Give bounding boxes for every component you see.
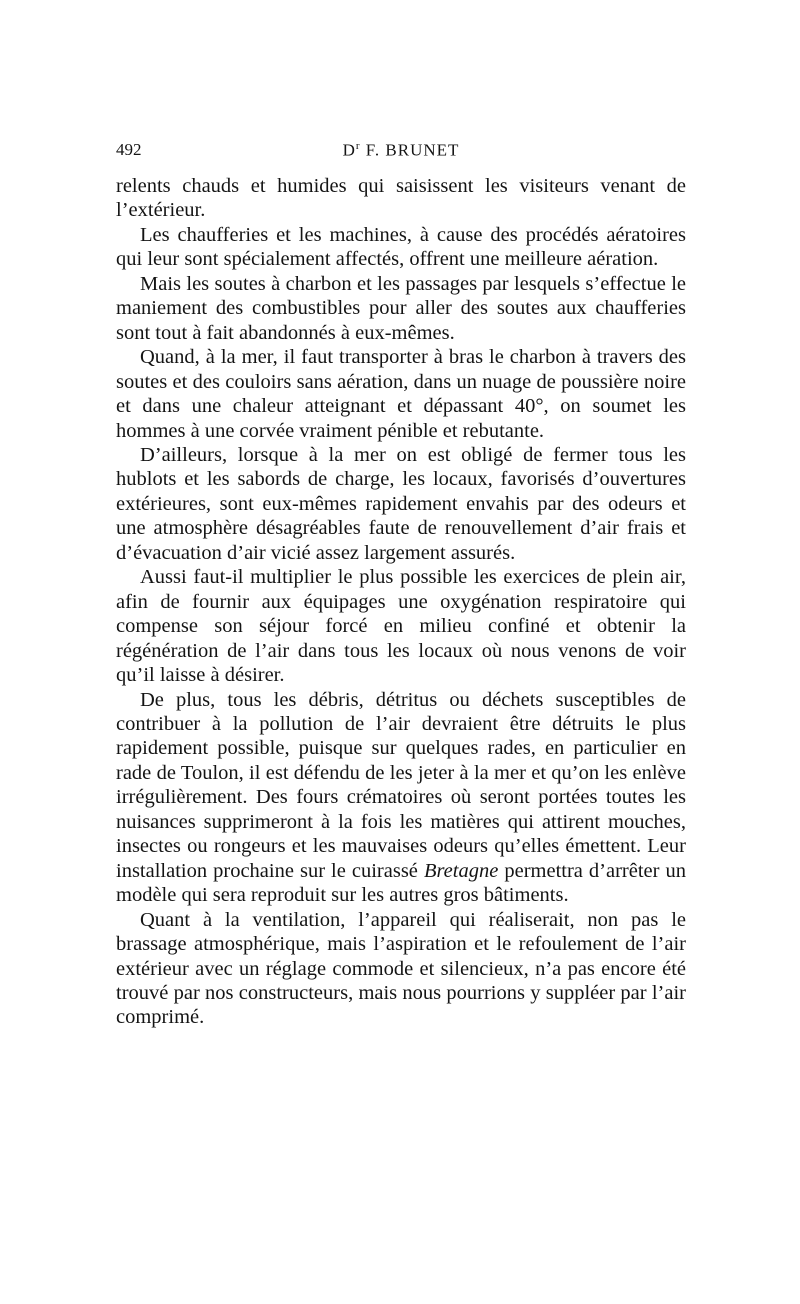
paragraph-5: D’ailleurs, lorsque à la mer on est obligé de fermer tous les hublots et les sabords de charge, les locaux, favorisés d’ouvertures extérieures, sont eux-mêmes rapidement envahis par des odeurs et une atmosphère désagréables faute de renouvellement d’air frais et d’évacuation d’air vicié assez largement assurés. bbox=[116, 443, 686, 564]
author-prefix: D bbox=[342, 140, 356, 160]
paragraph-6: Aussi faut-il multiplier le plus possible les exercices de plein air, afin de fournir aux équipages une oxygénation respiratoire qui compense son séjour forcé en milieu confiné et obtenir la régénération de l’air dans tous les locaux où nous venons de voir qu’il laisse à désirer. bbox=[116, 566, 686, 687]
page-number: 492 bbox=[116, 140, 142, 159]
body-text bbox=[116, 174, 686, 1030]
ship-name: Bretagne bbox=[423, 859, 499, 882]
paragraph-2: Les chaufferies et les machines, à cause des procédés aératoires qui leur sont spécialement affectés, offrent une meilleure aération. bbox=[116, 223, 686, 271]
author-title-superscript: r bbox=[355, 140, 361, 152]
paragraph-4: Quand, à la mer, il faut transporter à bras le charbon à travers des soutes et des couloirs sans aération, dans un nuage de poussière noire et dans une chaleur atteignant et dépassant 40°, on soumet les hommes à une corvée vraiment pénible et rebutante. bbox=[116, 346, 686, 442]
paragraph-3: Mais les soutes à charbon et les passages par lesquels s’effectue le maniement des combustibles pour aller des soutes aux chaufferies sont tout à fait abandonnés à eux-mêmes. bbox=[116, 272, 686, 344]
page-header bbox=[116, 140, 686, 166]
author-name: F. BRUNET bbox=[360, 140, 460, 160]
running-head-author bbox=[116, 140, 686, 161]
paragraph-1: relents chauds et humides qui saisissent les visiteurs venant de l’extérieur. bbox=[116, 175, 686, 222]
paragraph-7: De plus, tous les débris, détritus ou déchets susceptibles de contribuer à la pollution de l’air devraient être détruits le plus rapidement possible, puisque sur quelques rades, en particulier en rade de Toulon, il est défendu de les jeter à la mer et qu’on les enlève irrégulièrement. Des fours crématoires où seront portées toutes les nuisances supprimeront à la fois les matières qui attirent mouches, insectes ou rongeurs et les mauvaises odeurs qu’elles émettent. Leur installation prochaine sur le cuirassé Bretagne permettra d’arrêter un modèle qui sera reproduit sur les autres gros bâtiments. bbox=[116, 688, 686, 907]
paragraph-8: Quant à la ventilation, l’appareil qui réaliserait, non pas le brassage atmosphérique, mais l’aspiration et le refoulement de l’air extérieur avec un réglage commode et silencieux, n’a pas encore été trouvé par nos constructeurs, mais nous pourrions y suppléer par l’air comprimé. bbox=[116, 908, 686, 1029]
